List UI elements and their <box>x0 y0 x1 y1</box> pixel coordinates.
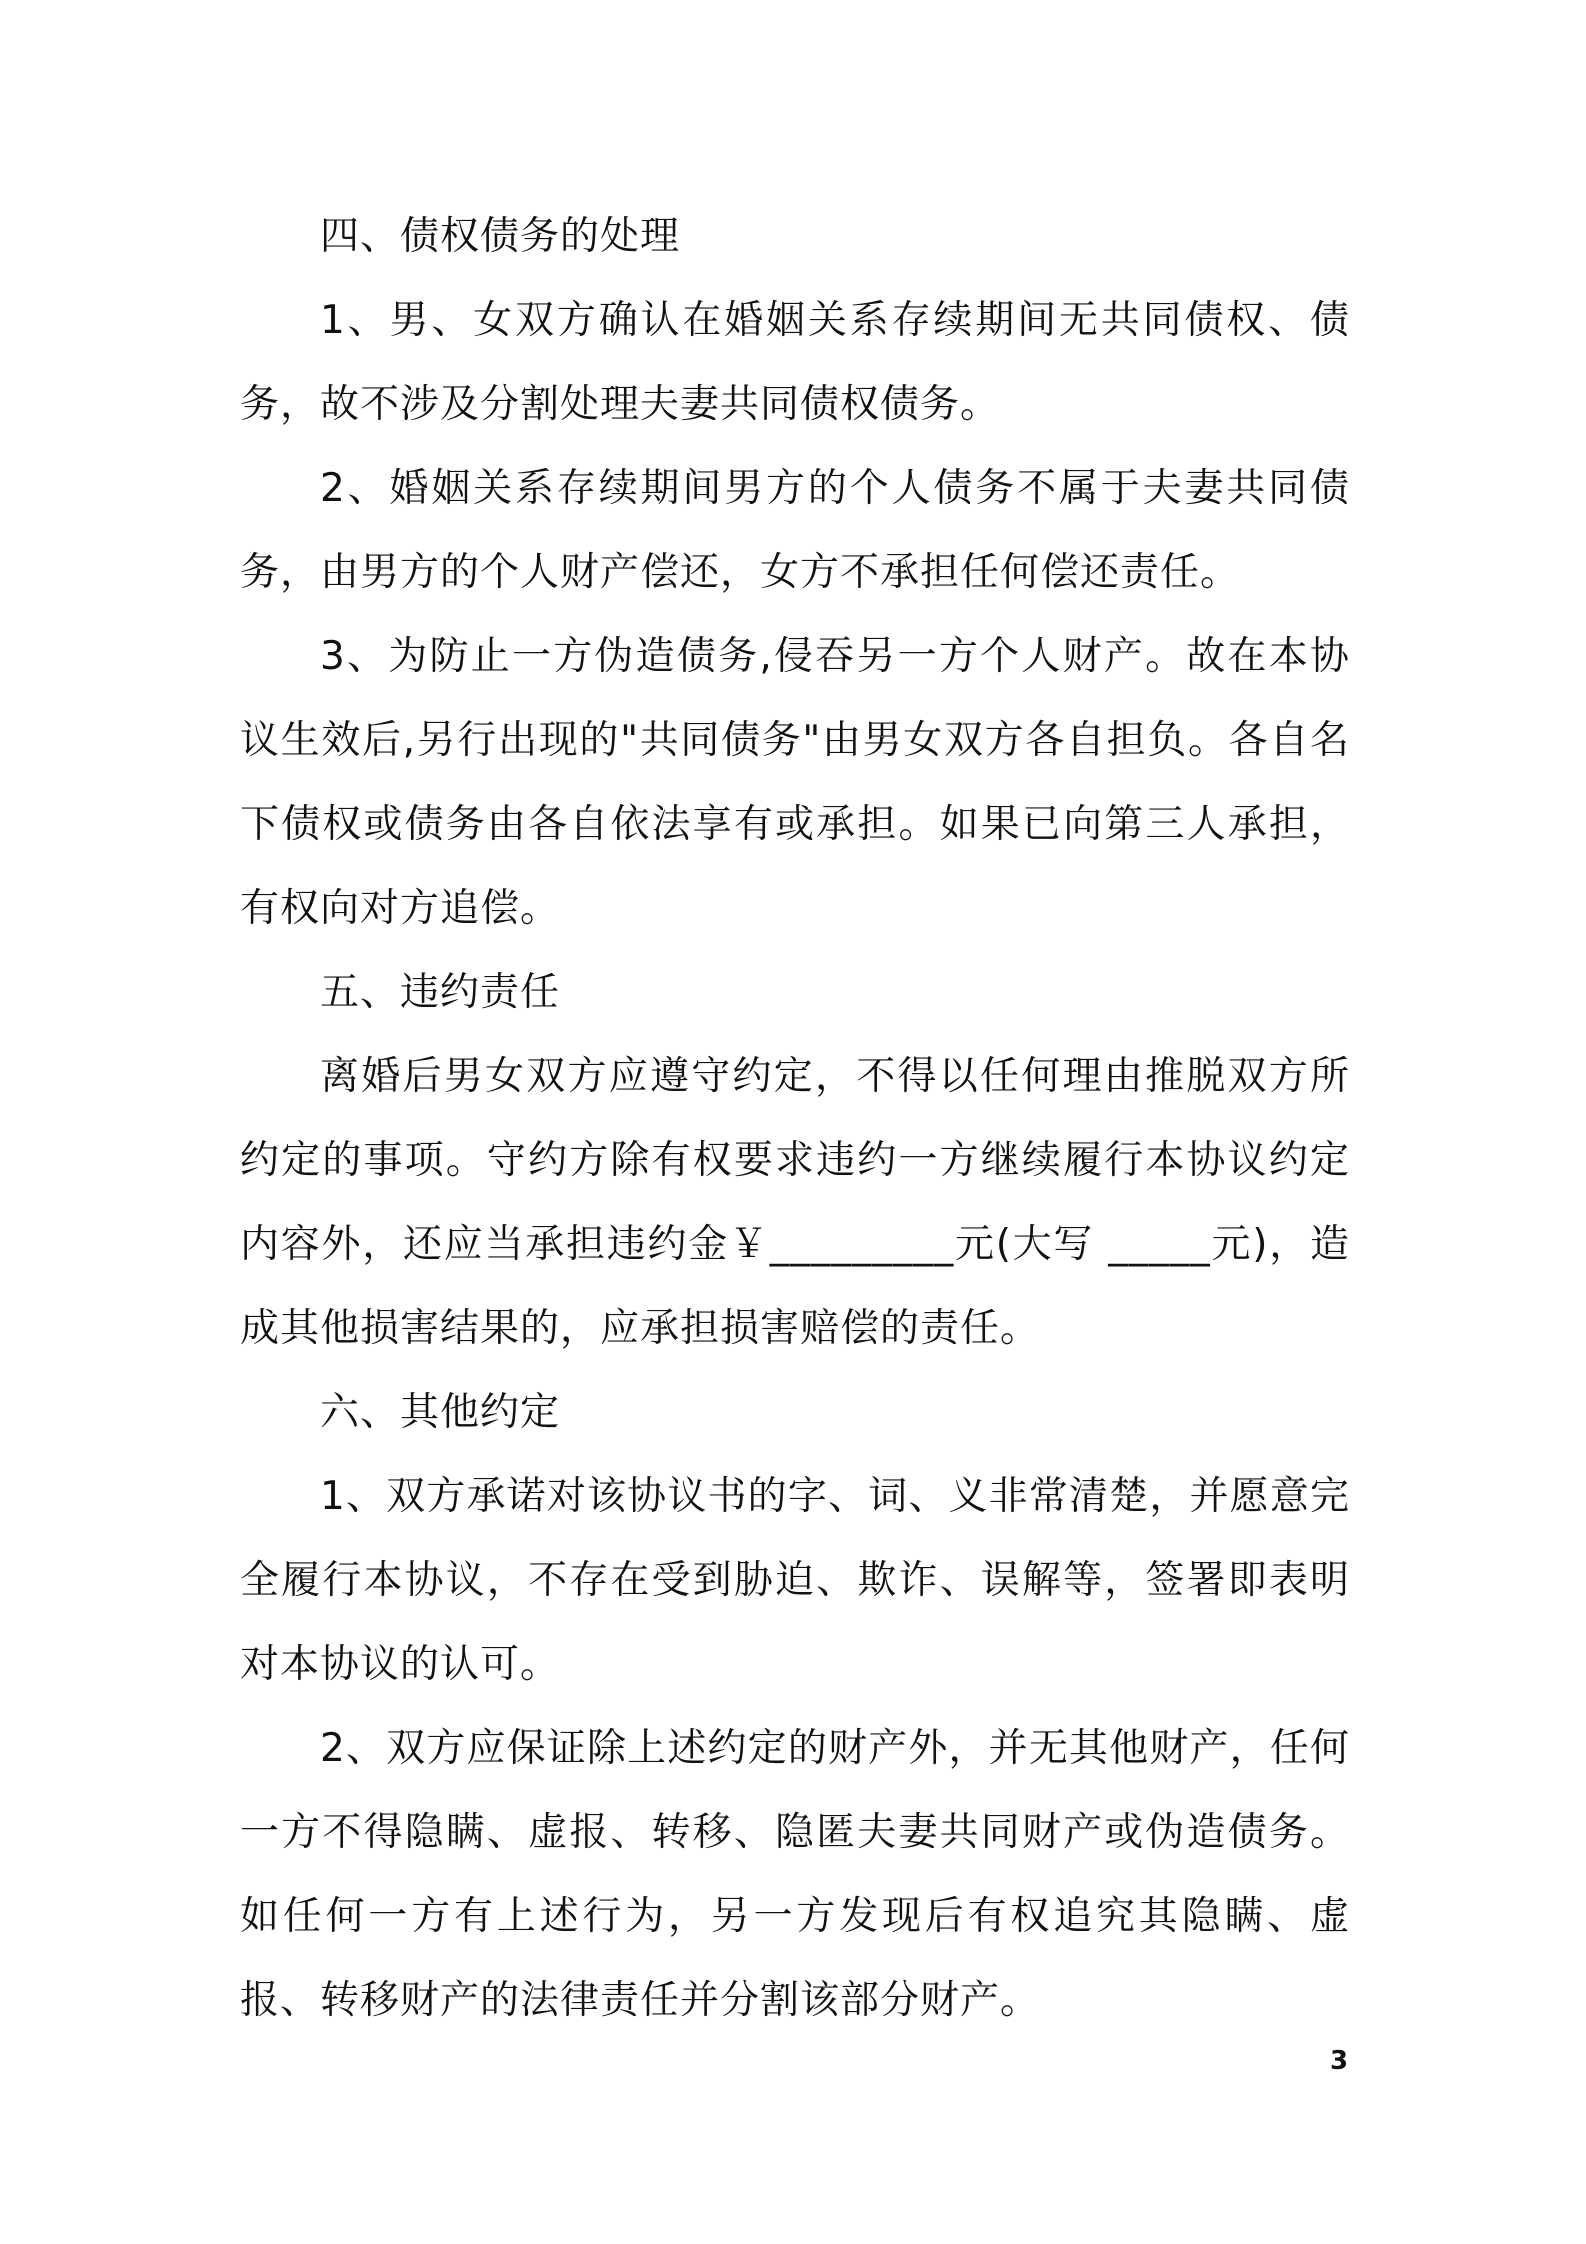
section-5-heading: 五、违约责任 <box>320 970 561 1015</box>
document-body <box>240 195 1350 2043</box>
page-number: 3 <box>1330 2046 1349 2076</box>
section-6-item-1: 1、双方承诺对该协议书的字、词、义非常清楚，并愿意完全履行本协议，不存在受到胁迫、欺诈、误解等，签署即表明对本协议的认可。 <box>240 1474 1350 1687</box>
section-4-heading: 四、债权债务的处理 <box>320 214 681 259</box>
section-4-item-3: 3、为防止一方伪造债务,侵吞另一方个人财产。故在本协议生效后,另行出现的"共同债务"由男女双方各自担负。各自名下债权或债务由各自依法享有或承担。如果已向第三人承担，有权向对方追偿。 <box>240 634 1350 931</box>
section-6-item-2: 2、双方应保证除上述约定的财产外，并无其他财产，任何一方不得隐瞒、虚报、转移、隐匿夫妻共同财产或伪造债务。如任何一方有上述行为，另一方发现后有权追究其隐瞒、虚报、转移财产的法律责任并分割该部分财产。 <box>240 1726 1350 2023</box>
section-6-heading: 六、其他约定 <box>320 1390 561 1435</box>
section-4-item-1: 1、男、女双方确认在婚姻关系存续期间无共同债权、债务，故不涉及分割处理夫妻共同债权债务。 <box>240 298 1350 427</box>
section-4-item-2: 2、婚姻关系存续期间男方的个人债务不属于夫妻共同债务，由男方的个人财产偿还，女方不承担任何偿还责任。 <box>240 466 1350 595</box>
section-5-text: 离婚后男女双方应遵守约定，不得以任何理由推脱双方所约定的事项。守约方除有权要求违约一方继续履行本协议约定内容外，还应当承担违约金￥_________元(大写 _____元)，造成其他损害结果的，应承担损害赔偿的责任。 <box>240 1054 1351 1351</box>
